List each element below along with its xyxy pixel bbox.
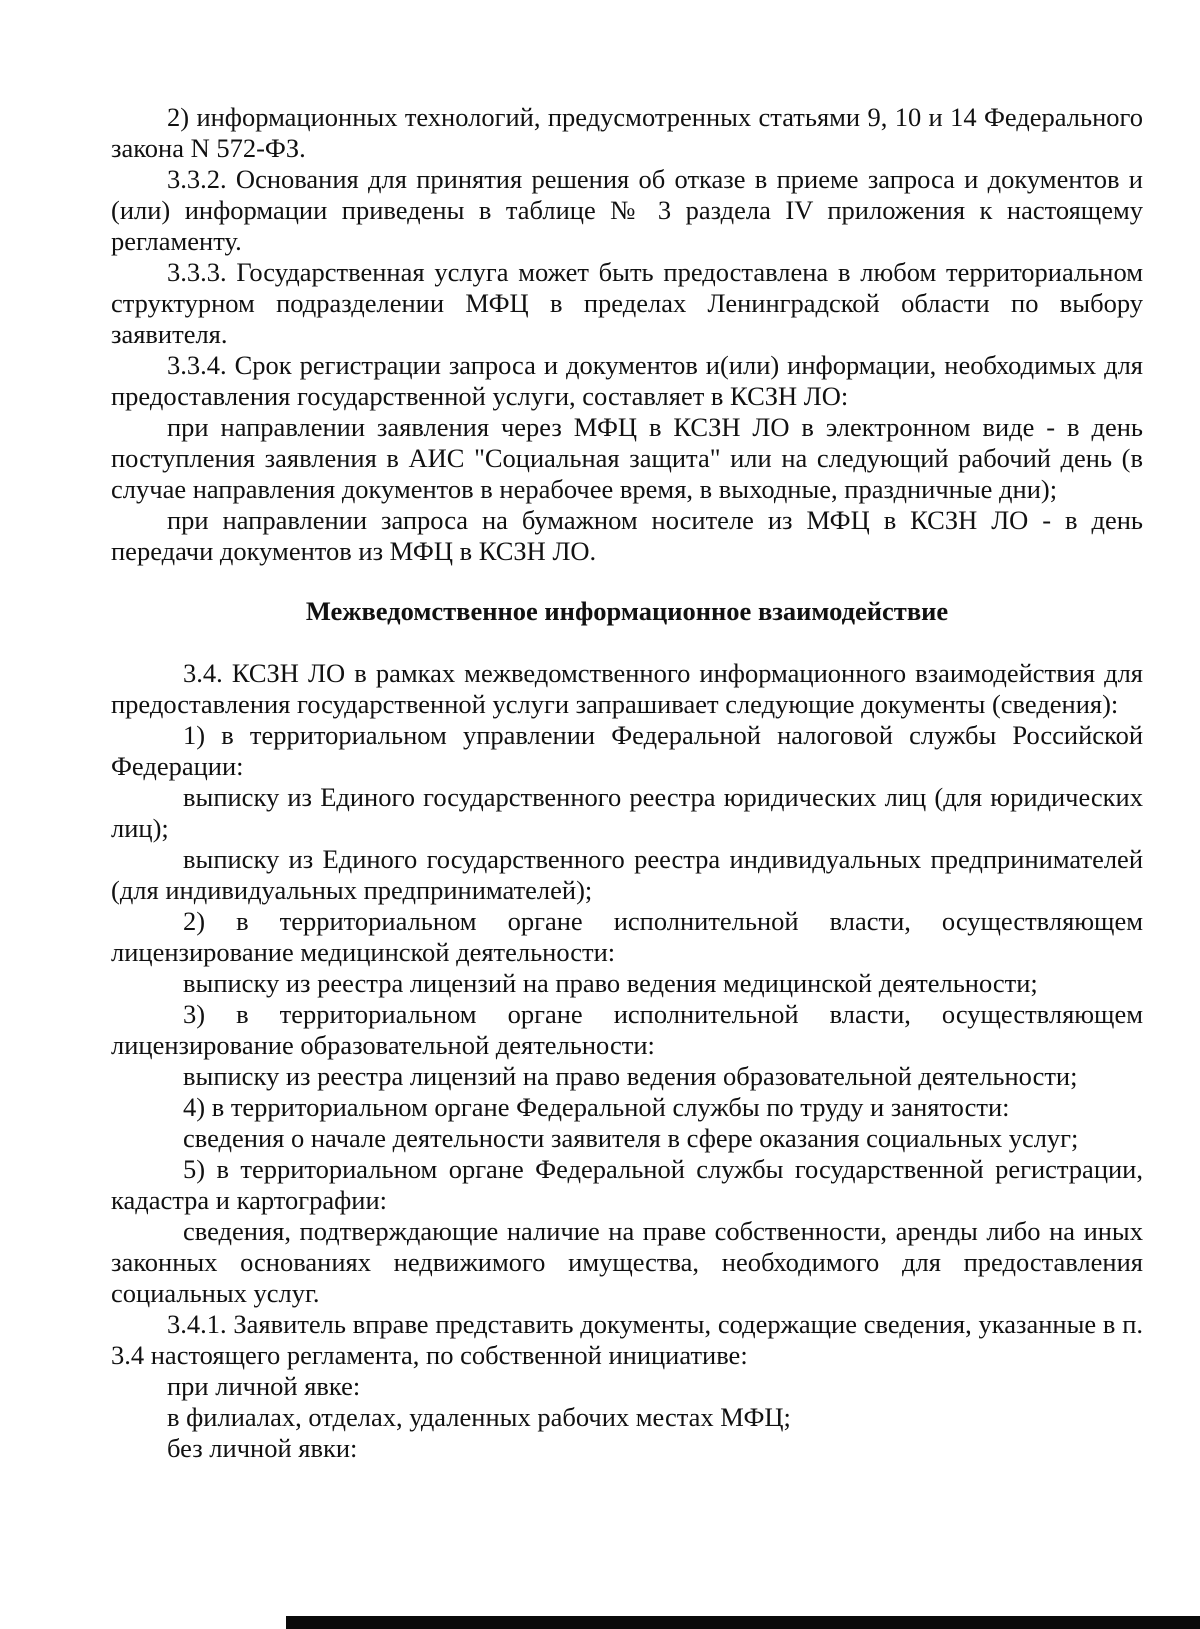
paragraph-item-2-medical: 2) в территориальном органе исполнительной власти, осуществляющем лицензирование медицинской деятельности: — [111, 906, 1143, 967]
paragraph-item-5-registration: 5) в территориальном органе Федеральной службы государственной регистрации, кадастра и картографии: — [111, 1154, 1143, 1215]
paragraph-paper-submission: при направлении запроса на бумажном носителе из МФЦ в КСЗН ЛО - в день передачи документов из МФЦ в КСЗН ЛО. — [111, 505, 1143, 566]
paragraph-3-3-3: 3.3.3. Государственная услуга может быть предоставлена в любом территориальном структурном подразделении МФЦ в пределах Ленинградской области по выбору заявителя. — [111, 257, 1143, 349]
paragraph-egrip-extract: выписку из Единого государственного реестра индивидуальных предпринимателей (для индивидуальных предпринимателей); — [111, 844, 1143, 905]
paragraph-electronic-submission: при направлении заявления через МФЦ в КСЗН ЛО в электронном виде - в день поступления заявления в АИС "Социальная защита" или на следующий рабочий день (в случае направления документов в нерабочее время, в выходные, праздничные дни); — [111, 412, 1143, 504]
scan-bottom-edge — [286, 1616, 1200, 1629]
paragraph-item-1-tax-service: 1) в территориальном управлении Федеральной налоговой службы Российской Федерации: — [111, 720, 1143, 781]
paragraph-item-4-labor: 4) в территориальном органе Федеральной службы по труду и занятости: — [183, 1092, 1010, 1122]
paragraph-property-info: сведения, подтверждающие наличие на праве собственности, аренды либо на иных законных основаниях недвижимого имущества, необходимого для предоставления социальных услуг. — [111, 1216, 1143, 1308]
paragraph-item-2-info-tech: 2) информационных технологий, предусмотренных статьями 9, 10 и 14 Федерального закона N 572-ФЗ. — [111, 102, 1143, 163]
section-heading: Межведомственное информационное взаимодействие — [305, 596, 949, 626]
paragraph-egrul-extract: выписку из Единого государственного реестра юридических лиц (для юридических лиц); — [111, 782, 1143, 843]
paragraph-3-4-1: 3.4.1. Заявитель вправе представить документы, содержащие сведения, указанные в п. 3.4 настоящего регламента, по собственной инициативе: — [111, 1309, 1143, 1370]
paragraph-mfc-branches: в филиалах, отделах, удаленных рабочих местах МФЦ; — [167, 1402, 791, 1432]
paragraph-3-4: 3.4. КСЗН ЛО в рамках межведомственного информационного взаимодействия для предоставления государственной услуги запрашивает следующие документы (сведения): — [111, 658, 1143, 719]
paragraph-3-3-2: 3.3.2. Основания для принятия решения об отказе в приеме запроса и документов и (или) информации приведены в таблице № 3 раздела IV приложения к настоящему регламенту. — [111, 164, 1143, 256]
paragraph-activity-start-info: сведения о начале деятельности заявителя в сфере оказания социальных услуг; — [183, 1123, 1079, 1153]
paragraph-item-3-education: 3) в территориальном органе исполнительной власти, осуществляющем лицензирование образовательной деятельности: — [111, 999, 1143, 1060]
paragraph-3-3-4: 3.3.4. Срок регистрации запроса и документов и(или) информации, необходимых для предоставления государственной услуги, составляет в КСЗН ЛО: — [111, 350, 1143, 411]
paragraph-not-in-person: без личной явки: — [167, 1433, 358, 1463]
paragraph-medical-license-extract: выписку из реестра лицензий на право ведения медицинской деятельности; — [183, 968, 1038, 998]
document-page — [111, 102, 1143, 1464]
paragraph-education-license-extract: выписку из реестра лицензий на право ведения образовательной деятельности; — [183, 1061, 1078, 1091]
paragraph-in-person: при личной явке: — [167, 1371, 361, 1401]
